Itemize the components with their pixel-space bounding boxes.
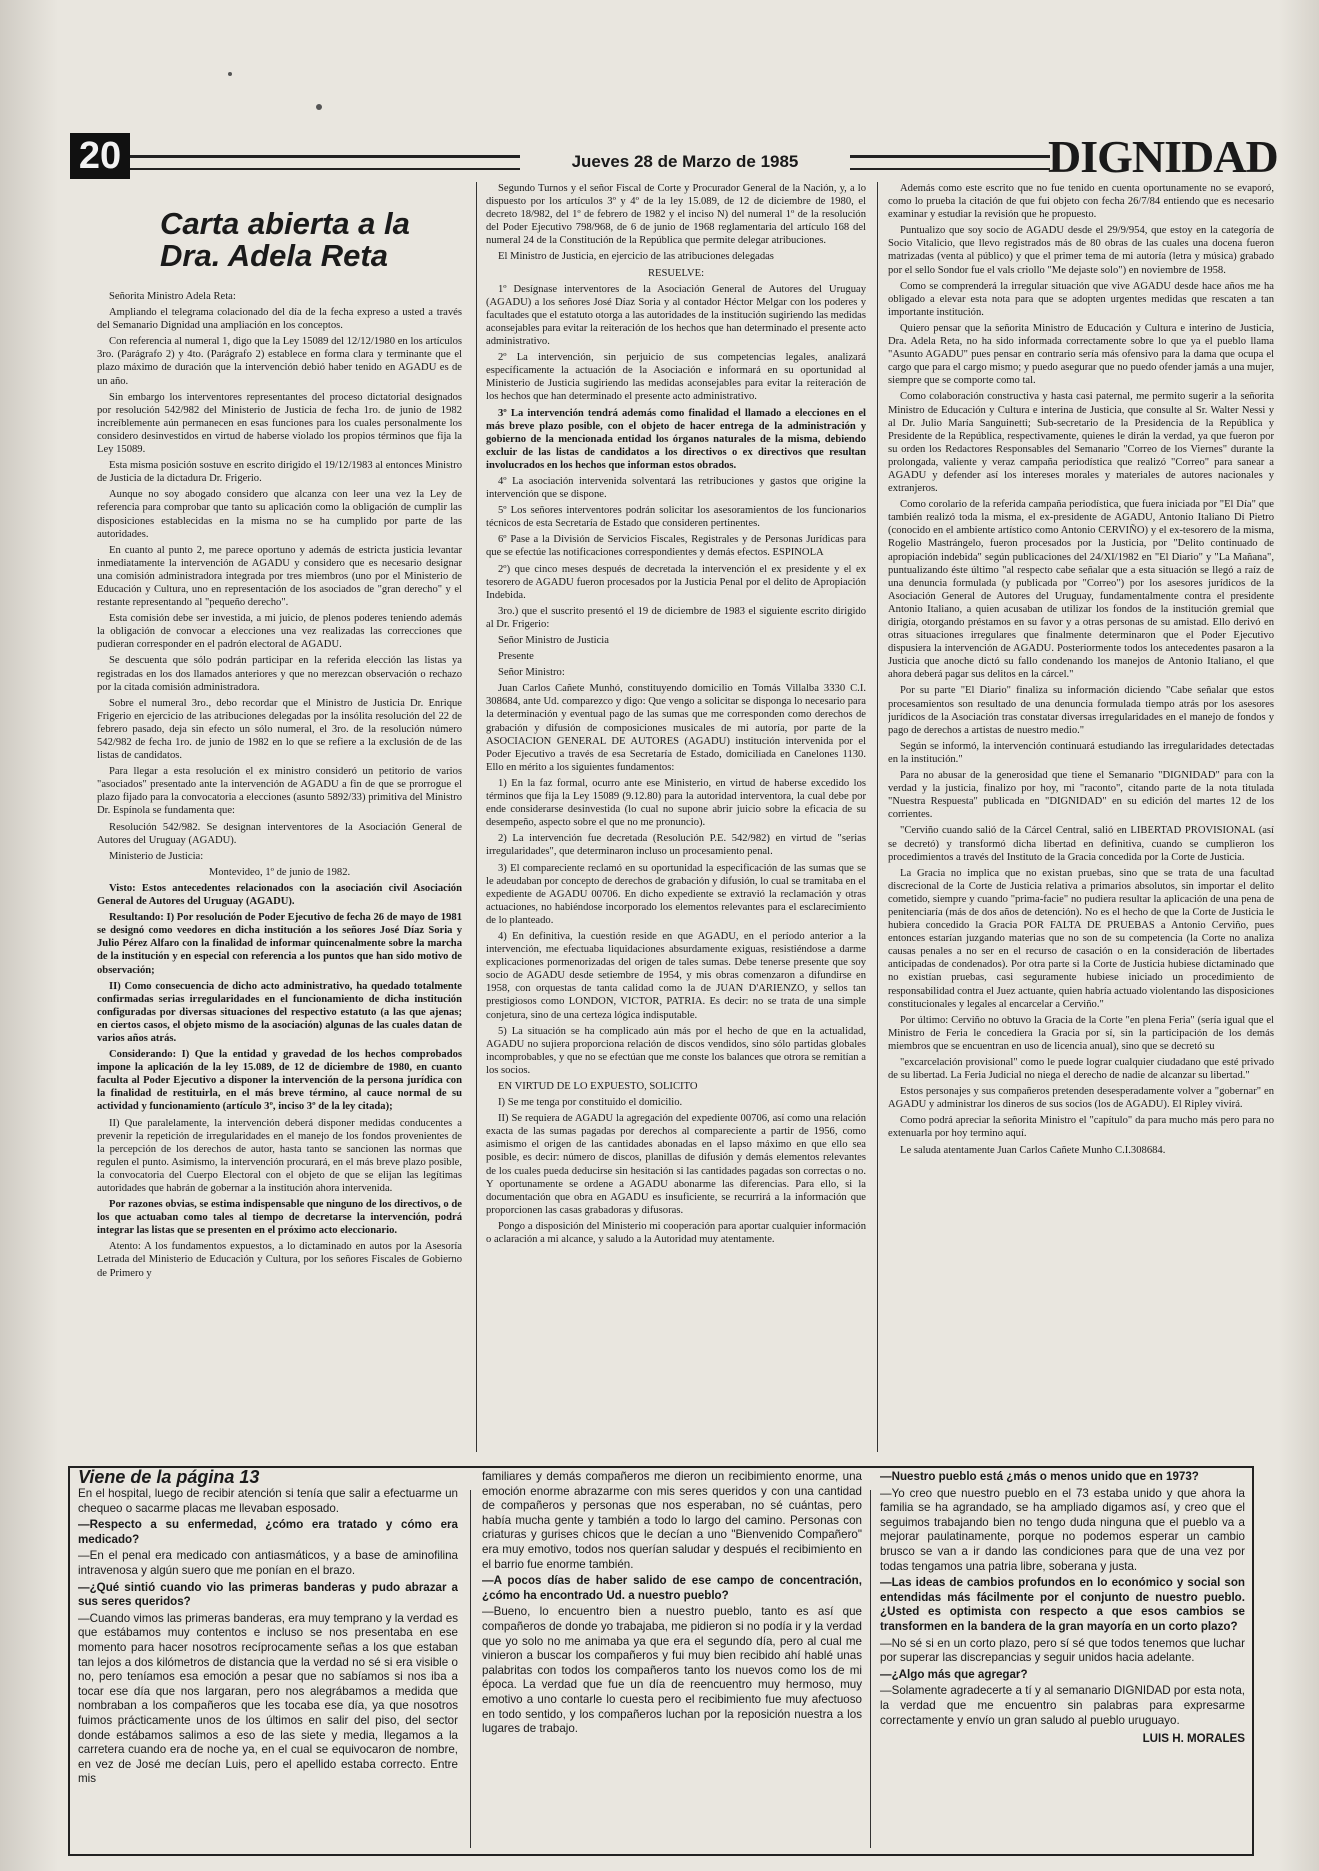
interview-answer: familiares y demás compañeros me dieron un recibimiento enorme, una emoción enorme abrazarme con mis seres queridos y con una cantidad de compañeros y personas que nos esperaban, no sé cuántas, pero había mucha gente y también a todo lo largo del camino. Personas con criaturas y gurises chicos que le decían a uno "Bienvenido Compañero" era muy emotivo, todos nos querían saludar y después el recibimiento en el barrio fue enorme también. bbox=[482, 1470, 862, 1571]
interview-column-1 bbox=[78, 1487, 458, 1849]
scan-speck bbox=[316, 104, 322, 110]
paragraph: 5º Los señores interventores podrán solicitar los asesoramientos de los funcionarios técnicos de esta Secretaría de Estado que consideren pertinentes. bbox=[486, 505, 866, 530]
paragraph: Pongo a disposición del Ministerio mi cooperación para aportar cualquier información o aclaración a mi alcance, y saludo a la Autoridad muy atentamente. bbox=[486, 1220, 866, 1246]
continued-title: Viene de la página 13 bbox=[78, 1467, 260, 1487]
page-number: 20 bbox=[70, 133, 130, 179]
paragraph: 3º La intervención tendrá además como finalidad el llamado a elecciones en el más breve plazo posible, con el objeto de hacer entrega de la administración y gobierno de la mencionada entidad los órganos naturales de la misma, debiendo excluir de las listas de candidatos a los directivos o ex directivos que resultan involucrados en los hechos que informan estos obrados. bbox=[486, 407, 866, 471]
interview-answer: —En el penal era medicado con antiasmáticos, y a base de aminofilina intravenosa y algún suero que me ponían en el brazo. bbox=[78, 1549, 458, 1577]
interview-answer: —Cuando vimos las primeras banderas, era muy temprano y la verdad es que estábamos muy contentos e incluso se nos presentaba en ese momento para hacer nosotros recíprocamente señas a los que estaban tan lejos a dos kilómetros de distancia que la verdad no sé si era visible o no, pero teníamos esa emoción a pesar que no sabíamos si nos iba a tocar ese día que nos largaran, pero nos alegrábamos a medida que nombraban a los compañeros que les tocaba ese día, ya que nosotros fuimos prácticamente unos de los últimos en salir del piso, del sector donde estábamos salimos a eso de las siete y media, llegamos a la carretera cuando era de noche ya, en el cual se equivocaron de nombre, en vez de José me decían Luis, pero el apellido estaba correcto. Entre mis bbox=[78, 1611, 458, 1786]
paragraph: Para no abusar de la generosidad que tiene el Semanario "DIGNIDAD" para con la verdad y la justicia, finalizo por hoy, mi "raconto", citando parte de la nota titulada "Nuestra Respuesta" publicada en "DIGNIDAD" en su edición del martes 12 de los corrientes. bbox=[888, 770, 1274, 821]
paragraph: Como colaboración constructiva y hasta casi paternal, me permito sugerir a la señorita Ministro de Educación y Cultura e interina de Justicia, que consulte al Sr. Walter Nessi y al Dr. Julio María Sanguinetti; Sub-secretario de la Presidencia de la República y Presidente de la República, respectivamente, quienes le dirán la verdad, ya que fueron por su orden los Redactores Responsables del Semanario "Correo de los Viernes" durante la prolongada, valiente y veraz campaña periodística que realizó "Correo" para sanear a AGADU y defender así los intereses morales y materiales de autores nacionales y extranjeros. bbox=[888, 391, 1274, 495]
interview-column-3 bbox=[880, 1470, 1245, 1850]
paragraph: Atento: A los fundamentos expuestos, a lo dictaminado en autos por la Asesoría Letrada del Ministerio de Educación y Cultura, por los señores Fiscales de Gobierno de Primero y bbox=[97, 1241, 462, 1279]
interview-question: —Respecto a su enfermedad, ¿cómo era tratado y cómo era medicado? bbox=[78, 1518, 458, 1546]
paragraph: Montevideo, 1º de junio de 1982. bbox=[208, 866, 351, 878]
paragraph: Ministerio de Justicia: bbox=[109, 850, 204, 862]
paragraph: II) Que paralelamente, la intervención deberá disponer medidas conducentes a prevenir la repetición de irregularidades en el manejo de los fondos provenientes de la percepción de los derechos de autor, hasta tanto se sancionen las normas que regulen el punto. Asimismo, la intervención procurará, en el más breve plazo posible, la convocatoria del Cuerpo Electoral con el objeto de que se elijan las legítimas autoridades que habrán de gobernar a la institución ahora intervenida. bbox=[97, 1117, 462, 1194]
paragraph: Esta comisión debe ser investida, a mi juicio, de plenos poderes teniendo además la obligación de convocar a elecciones una vez realizadas las correcciones que pudieran corresponder en el padrón electoral de AGADU. bbox=[97, 613, 462, 651]
paragraph: Con referencia al numeral 1, digo que la Ley 15089 del 12/12/1980 en los artículos 3ro. (Parágrafo 2) y 4to. (Parágrafo 2) establece en forma clara y terminante que el plazo máximo de duración que la intervención debió haber tenido en AGADU es de un año. bbox=[97, 336, 462, 387]
article-column-2 bbox=[486, 182, 866, 1452]
interview-answer: —Yo creo que nuestro pueblo en el 73 estaba unido y que ahora la familia se ha agrandado, se ha ampliado digamos así, y creo que el seguimos trabajando bien no tengo duda ninguna que el pueblo va a mejorar paulatinamente, porque no podemos esperar un cambio brusco se van a ir dando las condiciones para que de una vez por todas tengamos una patria libre, soberana y justa. bbox=[880, 1486, 1245, 1573]
paragraph: Segundo Turnos y el señor Fiscal de Corte y Procurador General de la Nación, y, a lo dispuesto por los artículos 3º y 4º de la ley 15.089, de 12 de diciembre de 1980, el decreto 18/982, del 1º de febrero de 1982 y el inciso N) del numeral 1º de la resolución del Poder Ejecutivo 798/968, de 6 de junio de 1968 reglamentaria del artículo 168 del numeral 24 de la Constitución de la República que permite delegar atribuciones. bbox=[486, 183, 866, 247]
paragraph: II) Como consecuencia de dicho acto administrativo, ha quedado totalmente confirmadas serias irregularidades en el funcionamiento de dicha institución configuradas por diversas situaciones del respectivo estatuto (a las que ajenas; en ciertos casos, el objeto mismo de la asociación) algunas de las cuales datan de varios años atrás. bbox=[97, 980, 462, 1044]
box-divider bbox=[870, 1490, 871, 1848]
paragraph: Se descuenta que sólo podrán participar en la referida elección las listas ya registradas en los dos llamados anteriores y que no merezcan observación o rechazo por la citada comisión administradora. bbox=[97, 655, 462, 693]
paragraph: Señorita Ministro Adela Reta: bbox=[109, 291, 236, 302]
paragraph: Estos personajes y sus compañeros pretenden desesperadamente volver a "gobernar" en AGADU y administrar los dineros de sus socios (los de AGADU). El Ripley vivirá. bbox=[888, 1086, 1274, 1111]
paragraph: Visto: Estos antecedentes relacionados con la asociación civil Asociación General de Autores del Uruguay (AGADU). bbox=[97, 882, 462, 908]
paragraph: 2º) que cinco meses después de decretada la intervención el ex presidente y el ex tesorero de AGADU fueron procesados por la Justicia Penal por el delito de Apropiación Indebida. bbox=[486, 563, 866, 601]
paragraph: 1º Desígnase interventores de la Asociación General de Autores del Uruguay (AGADU) a los señores José Díaz Soria y al contador Héctor Melgar con los poderes y facultades que el estatuto otorga a las autoridades de la institución sugiriendo las medidas aconsejables para evitar la reiteración de los hechos que han determinado el presente acto administrativo. bbox=[486, 283, 866, 348]
column-divider bbox=[877, 182, 878, 1452]
paragraph: El Ministro de Justicia, en ejercicio de las atribuciones delegadas bbox=[498, 251, 774, 263]
paragraph: 2º La intervención, sin perjuicio de sus competencias legales, analizará específicamente la actuación de la Asociación e informará en su oportunidad al Ministerio de Justicia sugiriendo las medidas aconsejables para evitar la reiteración de los hechos que han determinado el presente acto administrativo. bbox=[486, 352, 866, 403]
article-column-1 bbox=[97, 290, 462, 1450]
paragraph: Como se comprenderá la irregular situación que vive AGADU desde hace años me ha obligado a elevar esta nota para que se adopten urgentes medidas que rescaten a tan importante institución. bbox=[888, 280, 1274, 318]
paragraph: 4º La asociación intervenida solventará las retribuciones y gastos que origine la intervención que se dispone. bbox=[486, 475, 866, 501]
paragraph: Como corolario de la referida campaña periodística, que fuera iniciada por "El Día" que también realizó toda la misma, el ex-presidente de AGADU, Antonio Italiano Di Pietro (conocido en el ambiente artístico como Antonio CERVIÑO) y el ex-tesorero de la misma, Rogelio Mastrángelo, fueron procesados por la Justicia, por "Delito continuado de apropiación indebida" según publicaciones del 24/XI/1982 en "El Diario" y "La Mañana", puntualizando éste último "al respecto cabe señalar que a esta situación se llegó a raíz de una denuncia formulada (y publicada por "Correo") por los asesores jurídicos de la Asociación General de Autores del Uruguay, fundamentalmente contra el presidente Antonio Italiano, a quien acusaban de utilizar los fondos de la institución gremial que dirigía, otorgando préstamos en su favor y a otras personas de su amistad. Ello derivó en otras situaciones irregulares que finalmente determinaron que el Poder Ejecutivo dispusiera la intervención de AGADU. Posteriormente todos los antecedentes pasaron a la Justicia que anoche dictó su fallo condenando los manejos de Antonio Italiano, el que ahora deberá pagar sus delitos en la cárcel." bbox=[888, 499, 1274, 681]
paragraph: Sin embargo los interventores representantes del proceso dictatorial designados por resolución 542/982 del Ministerio de Justicia de fecha 1ro. de junio de 1982 increíblemente aún permanecen en esas funciones para los cuales personalmente los considero desinvestidos en virtud de haberse violado los propios términos que fija la Ley 15089. bbox=[97, 391, 462, 456]
paragraph: Por su parte "El Diario" finaliza su información diciendo "Cabe señalar que estos procesamientos son resultado de una denuncia formulada tiempo atrás por los asesores jurídicos de la Asociación tras constatar diversas irregularidades en el manejo de fondos y pago de derechos a artistas de nuestro medio." bbox=[888, 685, 1274, 736]
paragraph: Le saluda atentamente Juan Carlos Cañete Munho C.I.308684. bbox=[900, 1144, 1166, 1156]
paragraph: Ampliando el telegrama colacionado del día de la fecha expreso a usted a través del Semanario Dignidad una ampliación en los conceptos. bbox=[97, 307, 462, 332]
paragraph: 1) En la faz formal, ocurro ante ese Ministerio, en virtud de haberse excedido los términos que fija la Ley 15089 (9.12.80) para la autoridad interventora, la cual debe por ende considerarse desinvestida (lo cual no supone abrir juicio sobre la eficacia de su desempeño, aspecto sobre el que no me pronuncio). bbox=[486, 777, 866, 829]
paragraph: Por último: Cerviño no obtuvo la Gracia de la Corte "en plena Feria" (sería igual que el Ministro de Feria le concediera la Gracia por sí, sin la participación de los demás miembros que se encuentran en uso de licencia anual), sino que se decretó su bbox=[888, 1014, 1274, 1052]
interview-question: —¿Algo más que agregar? bbox=[880, 1667, 1028, 1681]
paragraph: EN VIRTUD DE LO EXPUESTO, SOLICITO bbox=[498, 1081, 698, 1092]
interview-answer: —Solamente agradecerte a tí y al semanario DIGNIDAD por esta nota, la verdad que me encuentro sin palabras para expresarme correctamente y envío un gran saludo al pueblo uruguayo. bbox=[880, 1684, 1245, 1727]
paragraph: Señor Ministro: bbox=[498, 667, 565, 679]
article-column-3 bbox=[888, 182, 1274, 1452]
scan-speck bbox=[228, 72, 232, 76]
paragraph: I) Se me tenga por constituido el domicilio. bbox=[498, 1097, 683, 1109]
interview-question: —¿Qué sintió cuando vio las primeras banderas y pudo abrazar a sus seres queridos? bbox=[78, 1580, 458, 1609]
paragraph: En cuanto al punto 2, me parece oportuno y además de estricta justicia levantar inmediatamente la intervención de AGADU y considero que es necesario designar una comisión administradora integrada por tres miembros (uno por el Ministerio de Educación y Cultura, uno en representación de los asociados de "gran derecho" y el restante representando al "pequeño derecho". bbox=[97, 544, 462, 609]
issue-date: Jueves 28 de Marzo de 1985 bbox=[520, 152, 850, 172]
paragraph: Esta misma posición sostuve en escrito dirigido el 19/12/1983 al entonces Ministro de Justicia de la dictadura Dr. Frigerio. bbox=[97, 460, 462, 485]
interview-answer: En el hospital, luego de recibir atención si tenía que salir a efectuarme un chequeo o sacarme placas me llevaban esposado. bbox=[78, 1487, 458, 1515]
paragraph: Sobre el numeral 3ro., debo recordar que el Ministro de Justicia Dr. Enrique Frigerio en ejercicio de las atribuciones delegadas por la insólita resolución del 22 de febrero pasado, deja sin efecto un sólo numeral, el 3ro. de la resolución número 542/982 de fecha 1ro. de junio de 1982 en lo que se refiere a la exclusión de de las listas de candidatos. bbox=[97, 697, 462, 762]
masthead: DIGNIDAD bbox=[1048, 131, 1278, 182]
paragraph: Por razones obvias, se estima indispensable que ninguno de los directivos, o de los que actuaban como tales al tiempo de decretarse la intervención, podrá integrar las listas que se presenten en el próximo acto eleccionario. bbox=[97, 1199, 462, 1237]
paragraph: Como podrá apreciar la señorita Ministro el "capítulo" da para mucho más pero para no extenuarla por hoy termino aquí. bbox=[888, 1115, 1274, 1140]
interview-answer: —No sé si en un corto plazo, pero sí sé que todos tenemos que luchar por superar las discrepancias y seguir unidos hacia adelante. bbox=[880, 1636, 1245, 1665]
article-title: Carta abierta a la Dra. Adela Reta bbox=[160, 206, 410, 273]
paragraph: Señor Ministro de Justicia bbox=[498, 635, 609, 646]
paragraph: "excarcelación provisional" como le puede lograr cualquier ciudadano que esté privado de su libertad. La Feria Judicial no niega el derecho de nadie de alcanzar su libertad." bbox=[888, 1057, 1274, 1082]
paragraph: Juan Carlos Cañete Munhó, constituyendo domicilio en Tomás Villalba 3330 C.I. 308684, ante Ud. comparezco y digo: Que vengo a solicitar se disponga lo necesario para la determinación y eventual pago de las sumas que me corresponden como derechos de grabación y difusión de composiciones musicales de mi autoría, por parte de la ASOCIACION GENERAL DE AUTORES (AGADU) institución intervenida por el Poder Ejecutivo a través de esa Secretaría de Estado, domiciliada en Canelones 1130. Ello en mérito a los siguientes fundamentos: bbox=[486, 683, 866, 773]
paragraph: Además como este escrito que no fue tenido en cuenta oportunamente no se evaporó, como lo prueba la citación de que fui objeto con fecha 26/7/84 entiendo que es necesario examinar y estudiar la revisión que he propuesto. bbox=[888, 183, 1274, 221]
paragraph: II) Se requiera de AGADU la agregación del expediente 00706, así como una relación exacta de las sumas pagadas por derechos al compareciente a partir de 1956, como asimismo el origen de las cantidades abonadas en el lapso máximo en que ello sea posible, es decir: número de discos, planillas de difusión y demás elementos relevantes de los cuales pueda deducirse sin hesitación si las cantidades pagadas son correctas o no. Y oportunamente se ordene a AGADU abonarme las diferencias. Para ello, si la documentación que obra en AGADU es insuficiente, se recurrirá a la información que proporcionen las casas grabadoras y difusoras. bbox=[486, 1113, 866, 1216]
paragraph: Aunque no soy abogado considero que alcanza con leer una vez la Ley de referencia para comprobar que tanto su aplicación como la obligación de cumplir las disposiciones establecidas en la misma no se ha cumplido por parte de las autoridades. bbox=[97, 489, 462, 540]
paragraph: Puntualizo que soy socio de AGADU desde el 29/9/954, que estoy en la categoría de Socio Vitalicio, que llevo registrados más de 80 obras de las cuales una docena fueron matrizadas (venta al público) y que el primer tema de mi autoría (letra y música) grabado por el sello Sondor fue el vals criollo "Me dejaste solo") en noviembre de 1958. bbox=[888, 225, 1274, 276]
interview-question: —A pocos días de haber salido de ese campo de concentración, ¿cómo ha encontrado Ud. a nuestro pueblo? bbox=[482, 1574, 862, 1602]
paragraph: La Gracia no implica que no existan pruebas, sino que se trata de una facultad discrecional de la Corte de Justicia relativa a primarios absolutos, sin importar el delito cometido, siempre y cuando "prima-facie" no pudiera resultar la aplicación de una pena de penitenciaría (más de dos años de detención). No es el hecho de que la Corte de Justicia le hubiera concedido la Gracia POR FALTA DE PRUEBAS a Antonio Cerviño, pues entonces estarían juzgando materias que no son de su competencia (la Corte no analiza causas penales a no ser en el recurso de casación o en la consideración de libertades anticipadas de condenados). Por otra parte si la Corte de Justicia hubiese dictaminado que no existían pruebas, casi seguramente hubiese iniciado un procedimiento de responsabilidad contra el Juez actuante, quien habría actuado violentando las disposiciones constitucionales y legales al encarcelar a Cerviño." bbox=[888, 867, 1274, 1010]
interview-column-2 bbox=[482, 1470, 862, 1850]
paragraph: Presente bbox=[498, 651, 534, 663]
paragraph: 5) La situación se ha complicado aún más por el hecho de que en la actualidad, AGADU no sujiera proporciona relación de discos vendidos, sino sólo partidas globales incomprobables, y que no se efectúan que me conste los balances que otrora se remitían a los socios. bbox=[486, 1025, 866, 1076]
paragraph: 2) La intervención fue decretada (Resolución P.E. 542/982) en virtud de "serias irregularidades", que determinaron incluso un procesamiento penal. bbox=[486, 833, 866, 858]
interview-answer: —Bueno, lo encuentro bien a nuestro pueblo, tanto es así que compañeros de donde yo trabajaba, me pidieron si no podía ir y la verdad que yo solo no me animaba ya que era el segundo día, pero al cual me vinieron a buscar los compañeros y fui muy bien recibido ahí hablé unas palabritas con todos los compañeros tanto los nuevos como los de mi época. La verdad que fue un día de reencuentro muy hermoso, muy emotivo a uno contarle lo cuesta pero el recibimiento fue muy afectuoso en todo sentido, y los compañeros luchan por la reposición nuestra a los lugares de trabajo. bbox=[482, 1605, 862, 1736]
author-signature: LUIS H. MORALES bbox=[1142, 1732, 1245, 1746]
paragraph: Resolución 542/982. Se designan interventores de la Asociación General de Autores del Uruguay (AGADU). bbox=[97, 821, 462, 846]
paragraph: 6º Pase a la División de Servicios Fiscales, Registrales y de Personas Jurídicas para que se efectúe las notificaciones correspondientes y demás efectos. ESPINOLA bbox=[486, 534, 866, 559]
scan-edge-left bbox=[0, 0, 58, 1871]
column-divider bbox=[476, 182, 477, 1452]
paragraph: Según se informó, la intervención continuará estudiando las irregularidades detectadas en la institución." bbox=[888, 740, 1274, 765]
paragraph: "Cerviño cuando salió de la Cárcel Central, salió en LIBERTAD PROVISIONAL (así se decretó) y transformó dicha libertad en definitiva, cuando se cumplieron los procedimientos a través del Instituto de la Gracia concedida por la Corte de Justicia. bbox=[888, 825, 1274, 863]
interview-question: —Nuestro pueblo está ¿más o menos unido que en 1973? bbox=[880, 1470, 1199, 1483]
paragraph: RESUELVE: bbox=[647, 267, 705, 279]
paragraph: Resultando: I) Por resolución de Poder Ejecutivo de fecha 26 de mayo de 1981 se designó como veedores en dicha institución a los señores José Díaz Soria y Julio Pérez Alfaro con la finalidad de informar quincenalmente sobre la marcha de la institución y en especial con referencia a los puntos que han sido motivo de observación; bbox=[97, 912, 462, 976]
paragraph: Para llegar a esta resolución el ex ministro consideró un petitorio de varios "asociados" presentado ante la intervención de AGADU a fin de que se prorrogue el plazo fijado para la convocatoria a elecciones (asunto 5892/33) primitiva del Ministro Dr. Espínola se fundamenta que: bbox=[97, 766, 462, 817]
paragraph: 3) El compareciente reclamó en su oportunidad la especificación de las sumas que se le adeudaban por concepto de derechos de grabación y difusión, lo cual se tramitaba en el expediente de AGADU 00706. En dicho expediente se extravió la reclamación y otras actuaciones, no habiéndose incorporado los elementos relevantes para el esclarecimiento de lo planteado. bbox=[486, 862, 866, 926]
paragraph: Considerando: I) Que la entidad y gravedad de los hechos comprobados impone la aplicación de la ley 15.089, de 12 de diciembre de 1980, en cuanto faculta al Poder Ejecutivo a disponer la intervención de la persona jurídica con la finalidad de restituirla, en el más breve término, al cauce normal de su actividad y funcionamiento (artículo 3º, inciso 3º de la ley citada); bbox=[97, 1049, 462, 1113]
scan-edge-right bbox=[1279, 0, 1319, 1871]
interview-question: —Las ideas de cambios profundos en lo económico y social son entendidas más fácilmente por el conjunto de nuestro pueblo. ¿Usted es optimista con respecto a que esos cambios se transformen en la bandera de la gran mayoría en un corto plazo? bbox=[880, 1576, 1245, 1633]
box-divider bbox=[470, 1490, 471, 1848]
paragraph: 3ro.) que el suscrito presentó el 19 de diciembre de 1983 el siguiente escrito dirigido al Dr. Frigerio: bbox=[486, 605, 866, 630]
paragraph: 4) En definitiva, la cuestión reside en que AGADU, en el período anterior a la intervención, me efectuaba liquidaciones absurdamente exiguas, resistiéndose a darme explicaciones pormenorizadas del origen de tales sumas. Debe tenerse presente que soy socio de AGADU desde setiembre de 1954, y mis obras comenzaron a difundirse en 1958, con orquestas de tanta calidad como la de JUAN D'ARIENZO, y sellos tan prestigiosos como LONDON, VICTOR, PATRIA. Es decir: no se trata de una simple conjetura, sino de una certeza lógica indisputable. bbox=[486, 930, 866, 1021]
paragraph: Quiero pensar que la señorita Ministro de Educación y Cultura e interino de Justicia, Dra. Adela Reta, no ha sido informada correctamente sobre lo que ya el pueblo llama "Asunto AGADU" pues pensar en contrario sería más ofensivo para la dama que ocupa el cargo que para el cargo mismo; y puedo asegurar que no puedo ofender jamás a una mujer, siempre que se comporte como tal. bbox=[888, 322, 1274, 387]
